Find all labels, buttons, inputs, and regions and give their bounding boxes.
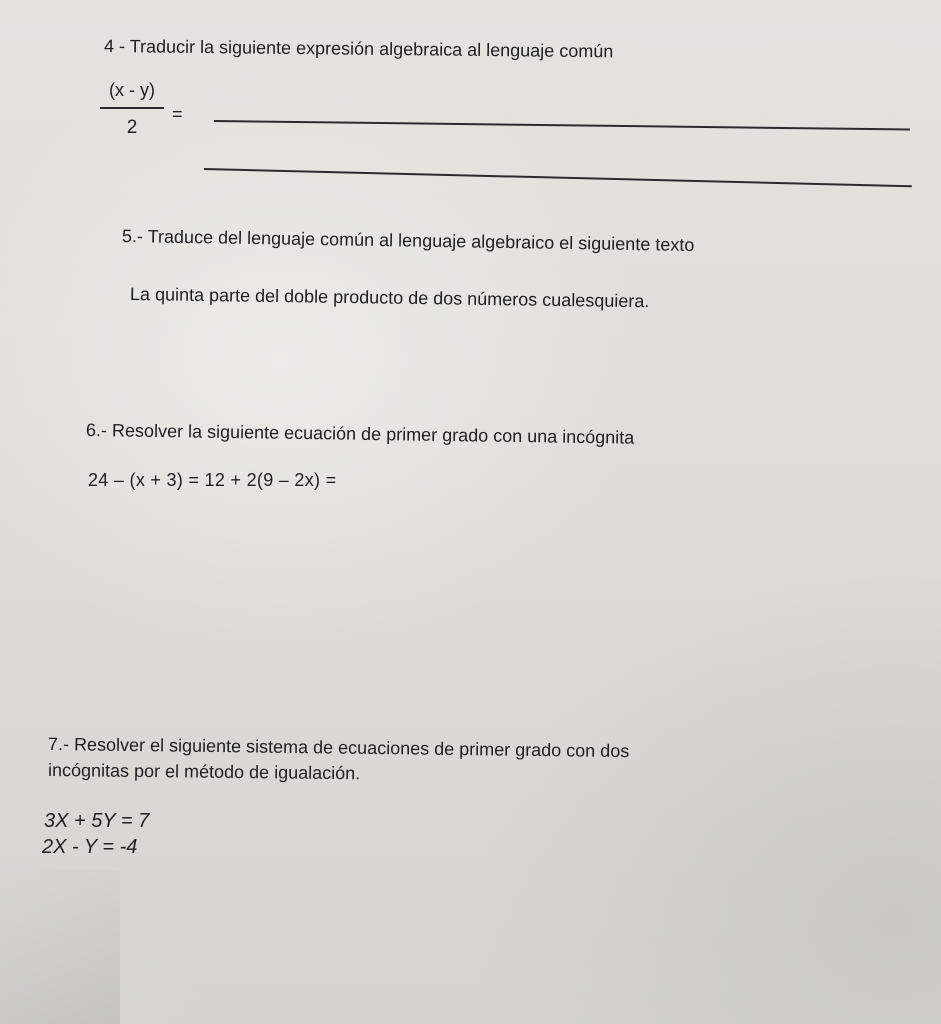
question-5-title: 5.- Traduce del lenguaje común al lenguaje algebraico el siguiente texto xyxy=(121,226,695,255)
answer-line-1 xyxy=(214,120,910,130)
fraction-expression xyxy=(100,80,164,139)
question-4-title: 4 - Traducir la siguiente expresión algebraica al lenguaje común xyxy=(103,36,614,62)
question-7-title-line-2: incógnitas por el método de igualación. xyxy=(47,760,361,784)
fraction-bar xyxy=(100,107,164,109)
equals-sign: = xyxy=(172,104,183,124)
fraction-numerator: (x - y) xyxy=(109,80,155,100)
question-5-text: La quinta parte del doble producto de dos números cualesquiera. xyxy=(129,284,650,312)
system-equation-2: 2X - Y = -4 xyxy=(42,836,138,858)
fraction-denominator: 2 xyxy=(126,116,138,138)
system-equation-1: 3X + 5Y = 7 xyxy=(44,810,150,832)
page-shadow xyxy=(0,870,120,1024)
question-7-title-line-1: 7.- Resolver el siguiente sistema de ecuaciones de primer grado con dos xyxy=(47,734,630,762)
question-6-equation: 24 – (x + 3) = 12 + 2(9 – 2x) = xyxy=(88,470,337,490)
answer-line-2 xyxy=(204,168,912,187)
question-6-title: 6.- Resolver la siguiente ecuación de primer grado con una incógnita xyxy=(85,420,635,448)
